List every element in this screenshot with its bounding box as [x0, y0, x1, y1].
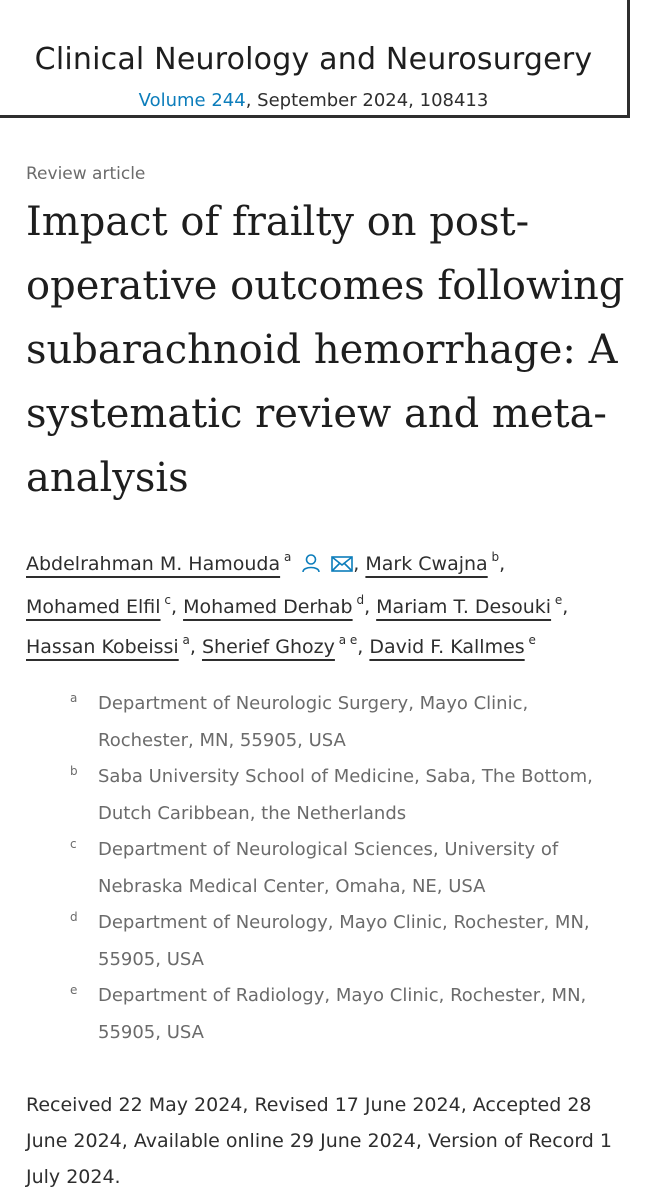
- affiliation-label: c: [70, 837, 77, 851]
- affiliation-item: [0, 759, 628, 832]
- author-affiliation-ref[interactable]: a e: [338, 633, 358, 647]
- affiliation-label: e: [70, 983, 78, 997]
- issue-details: , September 2024, 108413: [245, 90, 489, 111]
- journal-title[interactable]: Clinical Neurology and Neurosurgery: [34, 42, 593, 77]
- affiliation-label: b: [70, 764, 78, 778]
- affiliation-label: a: [70, 691, 78, 705]
- author-affiliation-ref[interactable]: a: [283, 550, 292, 564]
- author-affiliation-ref[interactable]: c: [164, 593, 171, 607]
- journal-header: [0, 0, 630, 118]
- affiliation-text: Saba University School of Medicine, Saba, The Bottom, Dutch Caribbean, the Netherlands: [98, 766, 593, 824]
- author-affiliation-ref[interactable]: b: [491, 550, 500, 564]
- affiliation-label: d: [70, 910, 78, 924]
- author-affiliation-ref[interactable]: e: [554, 593, 563, 607]
- author-link[interactable]: Hassan Kobeissi: [26, 636, 179, 658]
- author-list: Abdelrahman M. Hamouda $^a$ , Mark Cwajna $^b$, Mohamed Elfil $^c$, Mohamed Derhab $^d$, Mariam T. Desouki $^e$, Hassan Kobeissi $^a$, Sherief Ghozy $^{a e}$, David F. Kallmes $^e$: [26, 550, 569, 658]
- person-icon[interactable]: [301, 551, 321, 584]
- volume-link[interactable]: Volume 244: [138, 90, 246, 111]
- author-link[interactable]: Mark Cwajna: [365, 553, 488, 575]
- publication-history: Received 22 May 2024, Revised 17 June 2024, Accepted 28 June 2024, Available online 29 June 2024, Version of Record 1 July 2024.: [26, 1094, 612, 1188]
- affiliation-text: Department of Neurologic Surgery, Mayo Clinic, Rochester, MN, 55905, USA: [98, 693, 529, 751]
- affiliation-item: [0, 686, 628, 759]
- affiliation-item: [0, 978, 628, 1051]
- affiliation-item: [0, 905, 628, 978]
- author-affiliation-ref[interactable]: d: [356, 593, 365, 607]
- affiliation-item: [0, 832, 628, 905]
- journal-issue-info: [0, 88, 627, 114]
- author-link[interactable]: Abdelrahman M. Hamouda: [26, 553, 281, 575]
- article-type: Review article: [26, 164, 146, 184]
- article-title: Impact of frailty on post-operative outcomes following subarachnoid hemorrhage: A systematic review and meta-analysis: [26, 199, 625, 501]
- author-affiliation-ref[interactable]: a: [182, 633, 190, 647]
- author-link[interactable]: Mohamed Elfil: [26, 596, 161, 618]
- author-link[interactable]: Mariam T. Desouki: [376, 596, 552, 618]
- author-affiliation-ref[interactable]: e: [528, 633, 536, 647]
- author-link[interactable]: Sherief Ghozy: [201, 636, 335, 658]
- affiliation-list: [0, 686, 656, 1051]
- affiliation-text: Department of Neurology, Mayo Clinic, Rochester, MN, 55905, USA: [98, 912, 590, 970]
- affiliation-text: Department of Radiology, Mayo Clinic, Rochester, MN, 55905, USA: [98, 985, 587, 1043]
- author-link[interactable]: David F. Kallmes: [369, 636, 525, 658]
- envelope-icon[interactable]: [331, 551, 353, 584]
- author-link[interactable]: Mohamed Derhab: [183, 596, 353, 618]
- affiliation-text: Department of Neurological Sciences, University of Nebraska Medical Center, Omaha, NE, USA: [98, 839, 559, 897]
